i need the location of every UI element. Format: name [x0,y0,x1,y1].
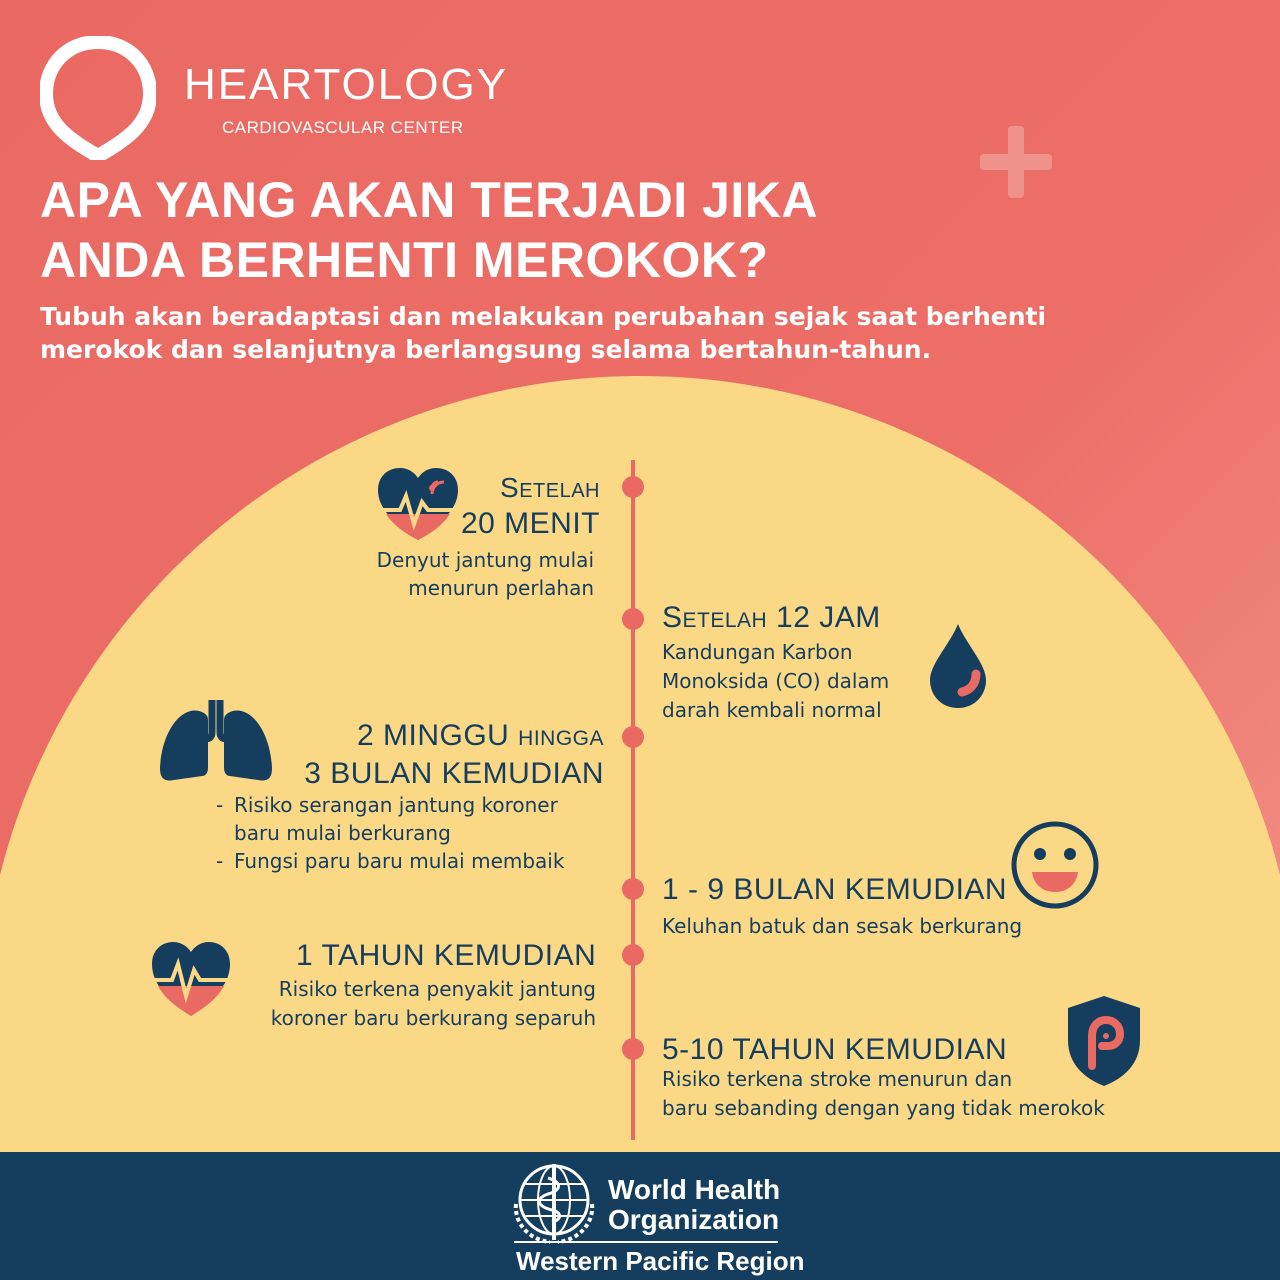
timeline-dot-6 [622,1038,644,1060]
page-title-line-2: ANDA BERHENTI MEROKOK? [40,232,769,288]
milestone-2-text-2: Monoksida (CO) dalam [662,669,890,693]
milestone-5-title: 1 TAHUN KEMUDIAN [296,939,597,972]
who-org-line-1: World Health [608,1174,781,1205]
milestone-5-text-2: koroner baru berkurang separuh [270,1006,596,1030]
intro-text [40,300,1046,366]
milestone-6-title: 5-10 TAHUN KEMUDIAN [662,1033,1008,1066]
who-region: Western Pacific Region [516,1246,805,1276]
milestone-6-text-1: Risiko terkena stroke menurun dan [662,1067,1013,1091]
intro-line-1: Tubuh akan beradaptasi dan melakukan perubahan sejak saat berhenti [40,302,1047,331]
timeline-dot-1 [622,476,644,498]
timeline-dot-4 [622,878,644,900]
page-title-line-1: APA YANG AKAN TERJADI JIKA [40,172,818,228]
milestone-3-bullet-1-mark: - [216,793,224,817]
brand-subtitle: CARDIOVASCULAR CENTER [222,118,464,137]
milestone-2-text-3: darah kembali normal [662,698,882,722]
blood-drop-icon [926,622,990,710]
milestone-3-bullet-1-line-1: Risiko serangan jantung koroner [234,793,558,817]
milestone-4-title: 1 - 9 BULAN KEMUDIAN [662,873,1008,906]
heartology-logo-icon [40,36,156,160]
page-title [40,170,818,290]
timeline-dot-5 [622,944,644,966]
milestone-1-text-1: Denyut jantung mulai [376,548,594,572]
who-divider [514,1241,778,1243]
milestone-3-bullet-2: Fungsi paru baru mulai membaik [234,849,565,873]
milestone-3-bullet-2-mark: - [216,849,224,873]
milestone-2-title: Setelah 12 JAM [662,601,881,634]
milestone-1-text-2: menurun perlahan [408,576,594,600]
timeline-dot-3 [622,726,644,748]
who-emblem-icon [508,1160,600,1244]
who-org-line-2: Organization [608,1204,780,1235]
milestone-5-text-1: Risiko terkena penyakit jantung [278,977,596,1001]
milestone-1-title-b: 20 MENIT [460,507,600,540]
milestone-1-title-a: Setelah [500,472,600,503]
milestone-3-title-a: 2 MINGGU hingga [356,719,604,752]
milestone-6-text-2: baru sebanding dengan yang tidak merokok [662,1096,1105,1120]
milestone-2-text-1: Kandungan Karbon [662,640,853,664]
milestone-3-bullet-1-line-2: baru mulai berkurang [234,821,451,845]
smiley-face-icon [1010,820,1100,910]
intro-line-2: merokok dan selanjutnya berlangsung selama bertahun-tahun. [40,335,932,364]
milestone-3-title-b: 3 BULAN KEMUDIAN [304,757,604,790]
plus-decoration-icon [980,126,1052,198]
milestone-4-text-1: Keluhan batuk dan sesak berkurang [662,914,1023,938]
timeline-dot-2 [622,608,644,630]
shield-brain-icon [1064,994,1144,1088]
brand-name: HEARTOLOGY [184,60,509,109]
lungs-icon [158,698,274,784]
